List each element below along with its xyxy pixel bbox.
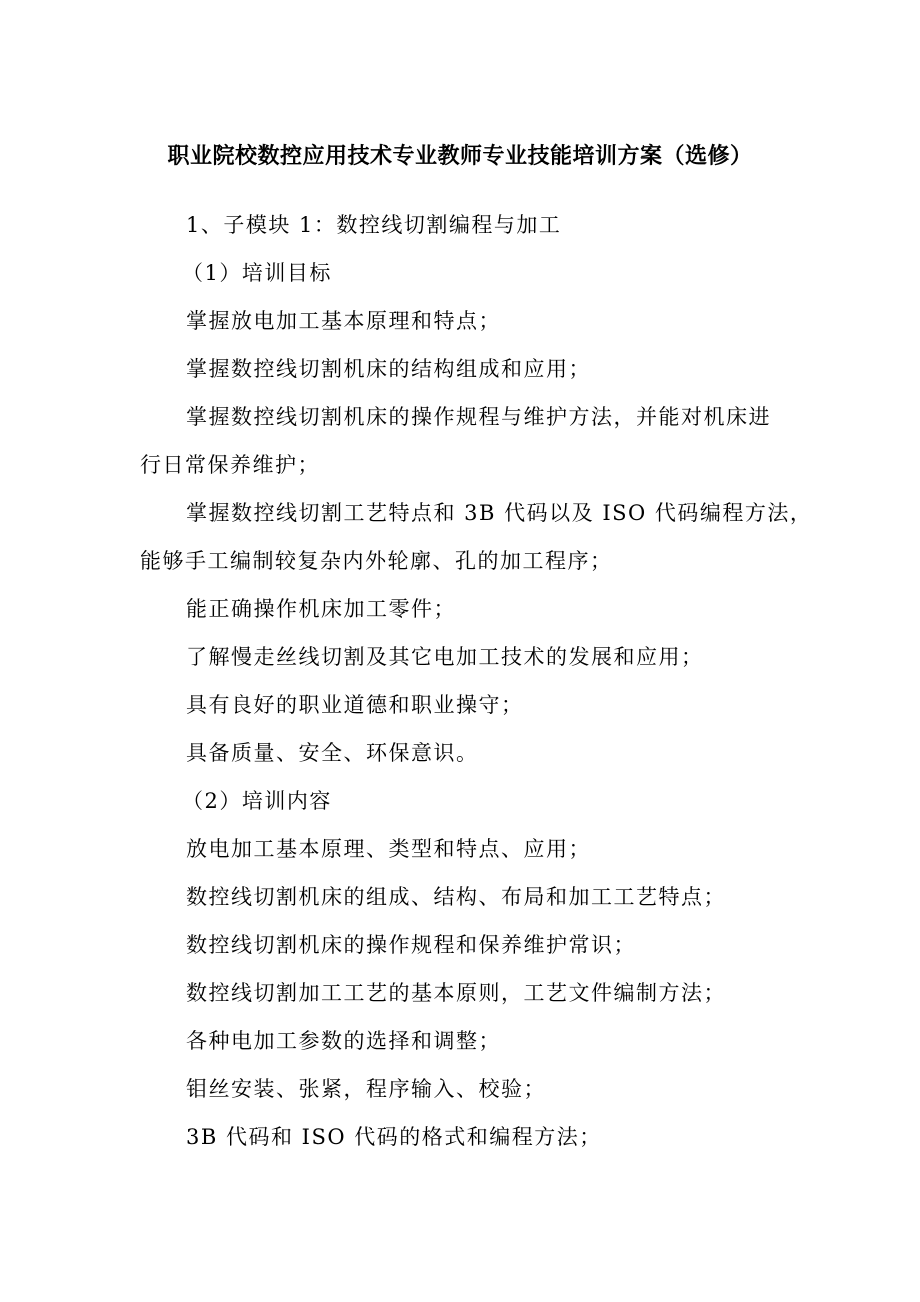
- paragraph-line: 了解慢走丝线切割及其它电加工技术的发展和应用；: [186, 645, 704, 669]
- paragraph-line: 能正确操作机床加工零件；: [186, 597, 456, 621]
- paragraph-line: 具有良好的职业道德和职业操守；: [186, 693, 524, 717]
- paragraph-line: 数控线切割加工工艺的基本原则，工艺文件编制方法；: [186, 981, 726, 1005]
- paragraph-line: 掌握数控线切割机床的操作规程与维护方法，并能对机床进: [186, 405, 771, 429]
- paragraph-line: 各种电加工参数的选择和调整；: [186, 1029, 501, 1053]
- paragraph-line: 3B 代码和 ISO 代码的格式和编程方法；: [186, 1125, 602, 1149]
- document-title: 职业院校数控应用技术专业教师专业技能培训方案（选修）: [167, 144, 753, 169]
- paragraph-line: 钼丝安装、张紧，程序输入、校验；: [186, 1077, 546, 1101]
- section-heading-content: （2）培训内容: [182, 789, 332, 813]
- paragraph-line: 具备质量、安全、环保意识。: [186, 741, 479, 765]
- paragraph-line: 数控线切割机床的操作规程和保养维护常识；: [186, 933, 636, 957]
- paragraph-line: 掌握数控线切割工艺特点和 3B 代码以及 ISO 代码编程方法，: [186, 501, 813, 525]
- section-heading-goals: （1）培训目标: [182, 261, 332, 285]
- paragraph-line: 放电加工基本原理、类型和特点、应用；: [186, 837, 591, 861]
- paragraph-line: 数控线切割机床的组成、结构、布局和加工工艺特点；: [186, 885, 726, 909]
- module-heading: 1、子模块 1：数控线切割编程与加工: [186, 213, 562, 237]
- paragraph-line: 能够手工编制较复杂内外轮廓、孔的加工程序；: [140, 549, 613, 573]
- paragraph-line: 掌握放电加工基本原理和特点；: [186, 309, 501, 333]
- paragraph-line: 掌握数控线切割机床的结构组成和应用；: [186, 357, 591, 381]
- paragraph-line: 行日常保养维护；: [140, 453, 320, 477]
